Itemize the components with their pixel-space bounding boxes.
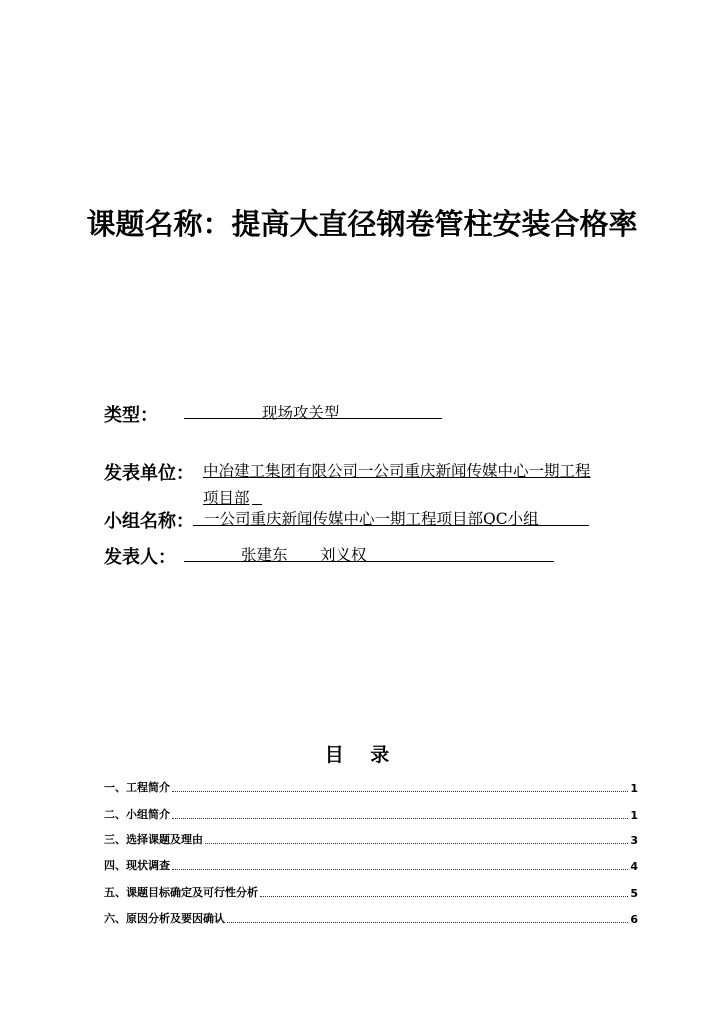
toc-item-text: 四、现状调查 (104, 859, 170, 872)
toc-item-page: 5 (630, 887, 638, 900)
toc-item-page: 4 (630, 860, 638, 873)
toc-item-text: 六、原因分析及要因确认 (104, 912, 225, 925)
group-label: 小组名称： (104, 511, 194, 532)
toc-item-page: 1 (630, 782, 638, 795)
presenter-label: 发表人： (104, 547, 176, 568)
toc-title: 目 录 (324, 744, 400, 766)
toc-item[interactable] (104, 884, 638, 900)
toc-item[interactable] (104, 806, 638, 822)
toc-item[interactable] (104, 910, 638, 926)
presenter-name-2: 刘义权 (320, 546, 367, 564)
toc-item-page: 1 (630, 809, 638, 822)
presenter-underline (184, 561, 554, 562)
toc-item-page: 3 (630, 834, 638, 847)
unit-label: 发表单位： (104, 463, 194, 484)
toc-item[interactable] (104, 779, 638, 795)
unit-value-line1: 中冶建工集团有限公司一公司重庆新闻传媒中心一期工程 (203, 462, 591, 480)
toc-item[interactable] (104, 831, 638, 847)
project-title: 课题名称：提高大直径钢卷管柱安装合格率 (86, 207, 638, 241)
toc-item-text: 二、小组简介 (104, 808, 170, 821)
toc-item-text: 三、选择课题及理由 (104, 833, 203, 846)
presenter-name-1: 张建东 (241, 546, 288, 564)
toc-item-page: 6 (630, 913, 638, 926)
toc-leader-dots (172, 791, 628, 792)
toc-item-text: 一、工程简介 (104, 781, 170, 794)
toc-leader-dots (260, 896, 628, 897)
toc-leader-dots (227, 922, 628, 923)
toc-item[interactable] (104, 857, 638, 873)
toc-leader-dots (205, 843, 628, 844)
unit-underline-tail (252, 504, 262, 505)
unit-value-line2: 项目部 (203, 489, 250, 507)
toc-leader-dots (172, 869, 628, 870)
type-value: 现场攻关型 (262, 404, 340, 422)
toc-leader-dots (172, 818, 628, 819)
type-label: 类型： (104, 405, 158, 426)
toc-item-text: 五、课题目标确定及可行性分析 (104, 886, 258, 899)
group-value: 一公司重庆新闻传媒中心一期工程项目部QC小组 (204, 510, 539, 528)
